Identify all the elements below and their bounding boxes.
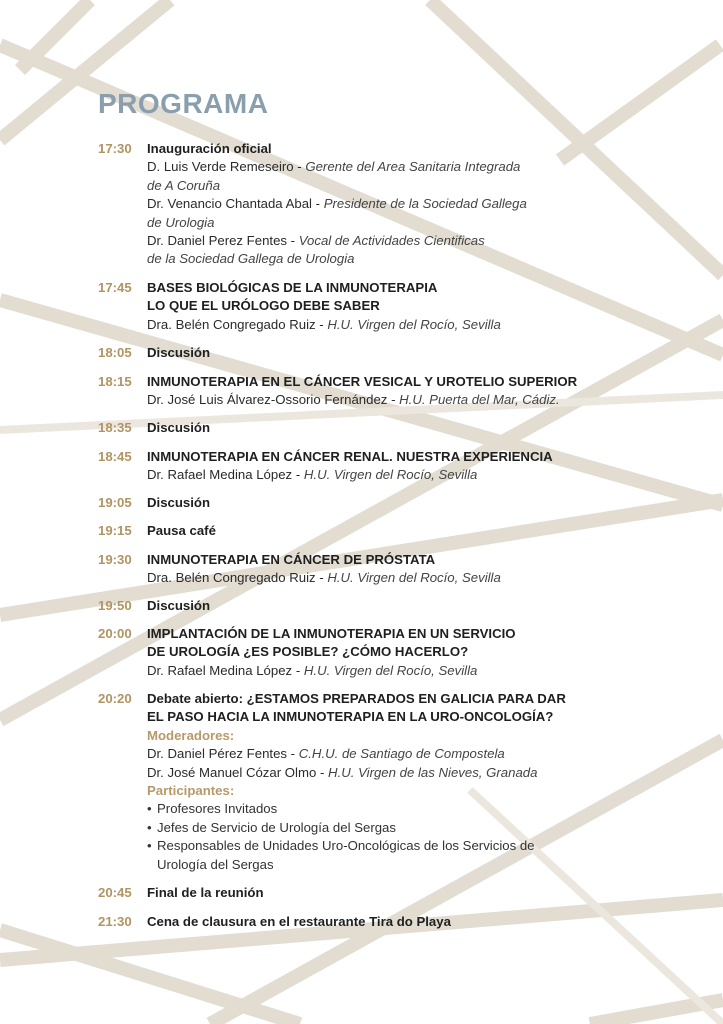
time-label: 20:20: [98, 691, 132, 706]
speaker-line: Dr. Venancio Chantada Abal - Presidente de la Sociedad Gallega: [147, 196, 527, 212]
item-heading: INMUNOTERAPIA EN EL CÁNCER VESICAL Y UROTELIO SUPERIOR: [147, 374, 578, 389]
schedule-item: [98, 373, 628, 410]
participant-item: • Profesores Invitados: [147, 800, 628, 818]
speaker-line: D. Luis Verde Remeseiro - Gerente del Area Sanitaria Integrada: [147, 159, 521, 175]
speaker-line: Dr. José Luis Álvarez-Ossorio Fernández - H.U. Puerta del Mar, Cádiz.: [147, 392, 560, 408]
item-heading: INMUNOTERAPIA EN CÁNCER DE PRÓSTATA: [147, 552, 436, 567]
schedule-item: [98, 625, 628, 680]
item-heading: Discusión: [147, 420, 211, 435]
schedule-item: [98, 494, 628, 512]
time-label: 19:15: [98, 523, 132, 538]
item-heading: Pausa café: [147, 523, 216, 538]
page-title: PROGRAMA: [98, 88, 269, 119]
schedule-item: [98, 551, 628, 588]
time-label: 18:15: [98, 374, 132, 389]
speaker-line: Dra. Belén Congregado Ruiz - H.U. Virgen del Rocío, Sevilla: [147, 570, 501, 586]
schedule-item: [98, 522, 628, 540]
time-label: 18:05: [98, 345, 132, 360]
item-heading: EL PASO HACIA LA INMUNOTERAPIA EN LA URO-ONCOLOGÍA?: [147, 709, 554, 725]
item-heading: Cena de clausura en el restaurante Tira do Playa: [147, 914, 451, 929]
schedule-item: [98, 597, 628, 615]
item-heading: Inauguración oficial: [147, 141, 272, 156]
time-label: 21:30: [98, 914, 132, 929]
schedule-item: [98, 140, 628, 269]
participant-item-continued: Urología del Sergas: [157, 856, 274, 872]
schedule-item: [98, 913, 628, 931]
time-label: 18:45: [98, 449, 132, 464]
item-heading: BASES BIOLÓGICAS DE LA INMUNOTERAPIA: [147, 280, 438, 295]
speaker-affiliation: de A Coruña: [147, 177, 221, 193]
speaker-line: Dr. Rafael Medina López - H.U. Virgen del Rocío, Sevilla: [147, 662, 478, 678]
item-heading: Discusión: [147, 495, 211, 510]
time-label: 20:00: [98, 626, 132, 641]
schedule-item: [98, 344, 628, 362]
item-heading: INMUNOTERAPIA EN CÁNCER RENAL. NUESTRA EXPERIENCIA: [147, 449, 553, 464]
time-label: 17:45: [98, 280, 132, 295]
item-heading: Discusión: [147, 345, 211, 360]
item-heading: Debate abierto: ¿ESTAMOS PREPARADOS EN GALICIA PARA DAR: [147, 691, 566, 706]
speaker-affiliation: de Urologia: [147, 214, 215, 230]
item-heading: Discusión: [147, 598, 211, 613]
schedule-item: [98, 279, 628, 334]
participants-label: Participantes:: [147, 783, 235, 799]
participant-item: • Responsables de Unidades Uro-Oncológicas de los Servicios de: [147, 837, 628, 855]
time-label: 19:50: [98, 598, 132, 613]
time-label: 19:05: [98, 495, 132, 510]
moderators-label: Moderadores:: [147, 727, 235, 743]
item-heading: IMPLANTACIÓN DE LA INMUNOTERAPIA EN UN SERVICIO: [147, 626, 516, 641]
speaker-line: Dr. Daniel Pérez Fentes - C.H.U. de Santiago de Compostela: [147, 746, 505, 762]
time-label: 20:45: [98, 885, 132, 900]
schedule-item: [98, 448, 628, 485]
schedule-item: [98, 690, 628, 874]
item-heading: LO QUE EL URÓLOGO DEBE SABER: [147, 298, 380, 314]
speaker-line: Dr. Rafael Medina López - H.U. Virgen del Rocío, Sevilla: [147, 467, 478, 483]
time-label: 19:30: [98, 552, 132, 567]
item-heading: DE UROLOGÍA ¿ES POSIBLE? ¿CÓMO HACERLO?: [147, 644, 469, 660]
speaker-line: Dra. Belén Congregado Ruiz - H.U. Virgen del Rocío, Sevilla: [147, 316, 501, 332]
time-label: 18:35: [98, 420, 132, 435]
schedule-item: [98, 419, 628, 437]
item-heading: Final de la reunión: [147, 885, 264, 900]
time-label: 17:30: [98, 141, 132, 156]
schedule-item: [98, 884, 628, 902]
speaker-line: Dr. José Manuel Cózar Olmo - H.U. Virgen de las Nieves, Granada: [147, 764, 538, 780]
speaker-line: Dr. Daniel Perez Fentes - Vocal de Actividades Cientificas: [147, 233, 485, 249]
speaker-affiliation: de la Sociedad Gallega de Urologia: [147, 251, 355, 267]
participant-item: • Jefes de Servicio de Urología del Sergas: [147, 819, 628, 837]
